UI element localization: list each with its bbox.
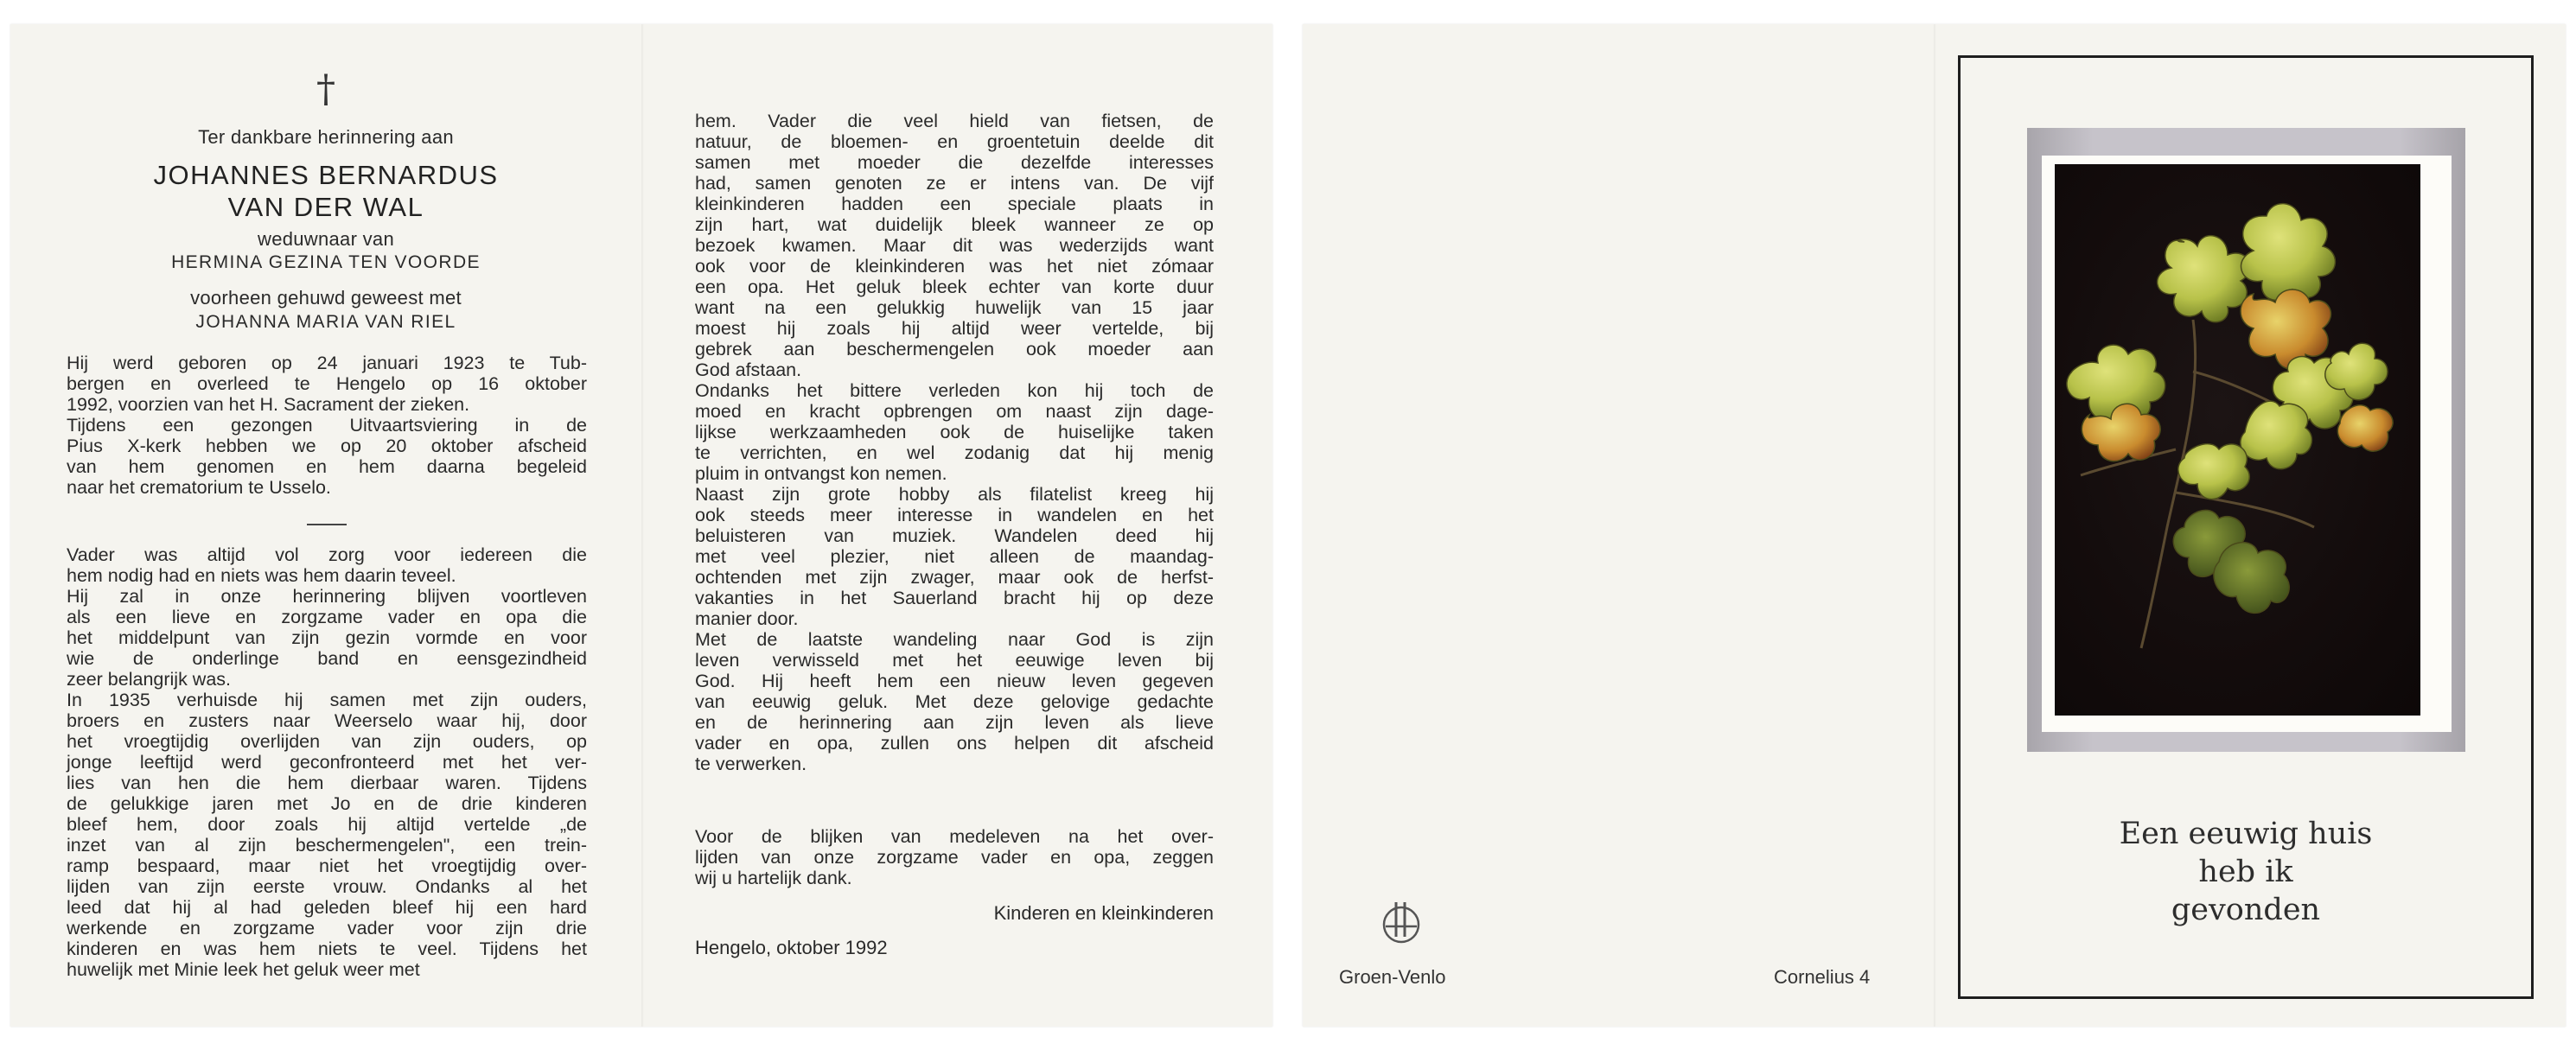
text-line: werkende en zorgzame vader voor zijn drie	[67, 918, 587, 938]
text-line: moed en kracht opbrengen om naast zijn dage-	[695, 401, 1214, 422]
spouse-name-1: HERMINA GEZINA TEN VOORDE	[171, 252, 481, 272]
tribute-text-column-2	[695, 111, 1214, 774]
verse-line-3: gevonden	[2171, 893, 2321, 927]
text-line: lijden van onze zorgzame vader en opa, zeggen	[695, 847, 1214, 868]
text-line: God afstaan.	[695, 359, 802, 380]
spouse-name-2: JOHANNA MARIA VAN RIEL	[195, 312, 456, 332]
text-line: te verwerken.	[695, 754, 807, 774]
text-line: ramp bespaard, maar niet het vroegtijdig over-	[67, 856, 587, 876]
text-line: bleef hem, door zoals hij altijd vertelde „de	[67, 814, 587, 835]
text-line: want na een gelukkig huwelijk van 15 jaar	[695, 297, 1214, 318]
text-line: samen met moeder die dezelfde interesses	[695, 152, 1214, 173]
text-line: Hij zal in onze herinnering blijven voortleven	[67, 586, 587, 607]
text-line: Vader was altijd vol zorg voor iedereen die	[67, 544, 587, 565]
widower-label: weduwnaar van	[258, 228, 394, 250]
text-line: leven verwisseld met het eeuwige leven bij	[695, 650, 1214, 671]
text-line: kinderen en was hem niets te veel. Tijdens het	[67, 938, 587, 959]
text-line: God. Hij heeft hem een nieuw leven gegeven	[695, 671, 1214, 691]
series-name: Cornelius 4	[1774, 966, 1871, 988]
text-line: leed dat hij al had geleden bleef hij een hard	[67, 897, 587, 918]
text-line: bergen en overleed te Hengelo op 16 oktober	[67, 373, 587, 394]
text-line: het vroegtijdig overlijden van zijn ouders, op	[67, 731, 587, 752]
right-panel	[641, 24, 1272, 1027]
text-line: broers en zusters naar Weerselo waar hij, door	[67, 710, 587, 731]
text-line: naar het crematorium te Usselo.	[67, 477, 331, 498]
text-line: Pius X-kerk hebben we op 20 oktober afscheid	[67, 436, 587, 456]
publisher-name: Groen-Venlo	[1339, 966, 1446, 988]
text-line: natuur, de bloemen- en groentetuin deelde dit	[695, 131, 1214, 152]
text-line: wie de onderlinge band en eensgezindheid	[67, 648, 587, 669]
text-line: jonge leeftijd werd geconfronteerd met het ver-	[67, 752, 587, 773]
text-line: Tijdens een gezongen Uitvaartsviering in de	[67, 415, 587, 436]
oak-leaves-illustration	[2055, 164, 2420, 716]
text-line: inzet van al zijn beschermengelen", een trein-	[67, 835, 587, 856]
memorial-card-outside	[1303, 24, 2566, 1027]
dedication-heading: Ter dankbare herinnering aan	[198, 126, 454, 148]
text-line: ook steeds meer interesse in wandelen en het	[695, 505, 1214, 525]
oak-leaves-photo	[2055, 164, 2420, 716]
formerly-married-label: voorheen gehuwd geweest met	[190, 287, 462, 309]
text-line: beluisteren van muziek. Wandelen deed hij	[695, 525, 1214, 546]
deceased-name-line2: VAN DER WAL	[227, 192, 424, 222]
text-line: moest hij zoals hij altijd weer vertelde, bij	[695, 318, 1214, 339]
memorial-card-inside	[10, 24, 1272, 1027]
text-line: en de herinnering aan zijn leven als lieve	[695, 712, 1214, 733]
thanks-paragraph	[695, 826, 1214, 888]
text-line: Naast zijn grote hobby als filatelist kreeg hij	[695, 484, 1214, 505]
text-line: ochtenden met zijn zwager, maar ook de herfst-	[695, 567, 1214, 588]
text-line: wij u hartelijk dank.	[695, 868, 852, 888]
signature: Kinderen en kleinkinderen	[993, 902, 1214, 924]
publisher-logo	[1379, 899, 1424, 944]
text-line: hem nodig had en niets was hem daarin teveel.	[67, 565, 456, 586]
text-line: vader en opa, zullen ons helpen dit afscheid	[695, 733, 1214, 754]
deceased-name-line1: JOHANNES BERNARDUS	[153, 160, 499, 190]
text-line: In 1935 verhuisde hij samen met zijn ouders,	[67, 690, 587, 710]
text-line: pluim in ontvangst kon nemen.	[695, 463, 947, 484]
text-line: ook voor de kleinkinderen was het niet zómaar	[695, 256, 1214, 277]
section-divider	[307, 524, 347, 525]
text-line: zeer belangrijk was.	[67, 669, 232, 690]
text-line: te verrichten, en wel zodanig dat hij menig	[695, 442, 1214, 463]
text-line: huwelijk met Minie leek het geluk weer met	[67, 959, 420, 980]
text-line: Hij werd geboren op 24 januari 1923 te Tub-	[67, 353, 587, 373]
tribute-text-column-1	[67, 544, 587, 980]
verse-line-1: Een eeuwig huis	[2119, 817, 2373, 851]
text-line: manier door.	[695, 608, 799, 629]
place-date: Hengelo, oktober 1992	[695, 937, 888, 958]
text-line: zijn hart, wat duidelijk bleek wanneer ze op	[695, 214, 1214, 235]
card-fold	[1934, 24, 1936, 1027]
text-line: lijden van zijn eerste vrouw. Ondanks al het	[67, 876, 587, 897]
text-line: Ondanks het bittere verleden kon hij toch de	[695, 380, 1214, 401]
text-line: het middelpunt van zijn gezin vormde en voor	[67, 627, 587, 648]
text-line: vakanties in het Sauerland bracht hij op deze	[695, 588, 1214, 608]
text-line: Met de laatste wandeling naar God is zijn	[695, 629, 1214, 650]
text-line: bezoek kwamen. Maar dit was wederzijds want	[695, 235, 1214, 256]
text-line: met veel plezier, niet alleen de maandag-	[695, 546, 1214, 567]
biography-paragraph	[67, 353, 587, 498]
verse-line-2: heb ik	[2198, 855, 2293, 889]
text-line: lijkse werkzaamheden ook de huiselijke taken	[695, 422, 1214, 442]
text-line: Voor de blijken van medeleven na het over-	[695, 826, 1214, 847]
text-line: kleinkinderen hadden een speciale plaats in	[695, 194, 1214, 214]
text-line: had, samen genoten ze er intens van. De vijf	[695, 173, 1214, 194]
text-line: lies van hen die hem dierbaar waren. Tijdens	[67, 773, 587, 793]
text-line: als een lieve en zorgzame vader en opa die	[67, 607, 587, 627]
left-panel	[10, 24, 641, 1027]
text-line: 1992, voorzien van het H. Sacrament der zieken.	[67, 394, 470, 415]
text-line: van eeuwig geluk. Met deze gelovige gedachte	[695, 691, 1214, 712]
text-line: een opa. Het geluk bleek echter van korte duur	[695, 277, 1214, 297]
text-line: hem. Vader die veel hield van fietsen, de	[695, 111, 1214, 131]
cross-icon: †	[316, 67, 335, 111]
text-line: gebrek aan beschermengelen ook moeder aan	[695, 339, 1214, 359]
text-line: van hem genomen en hem daarna begeleid	[67, 456, 587, 477]
text-line: de gelukkige jaren met Jo en de drie kinderen	[67, 793, 587, 814]
